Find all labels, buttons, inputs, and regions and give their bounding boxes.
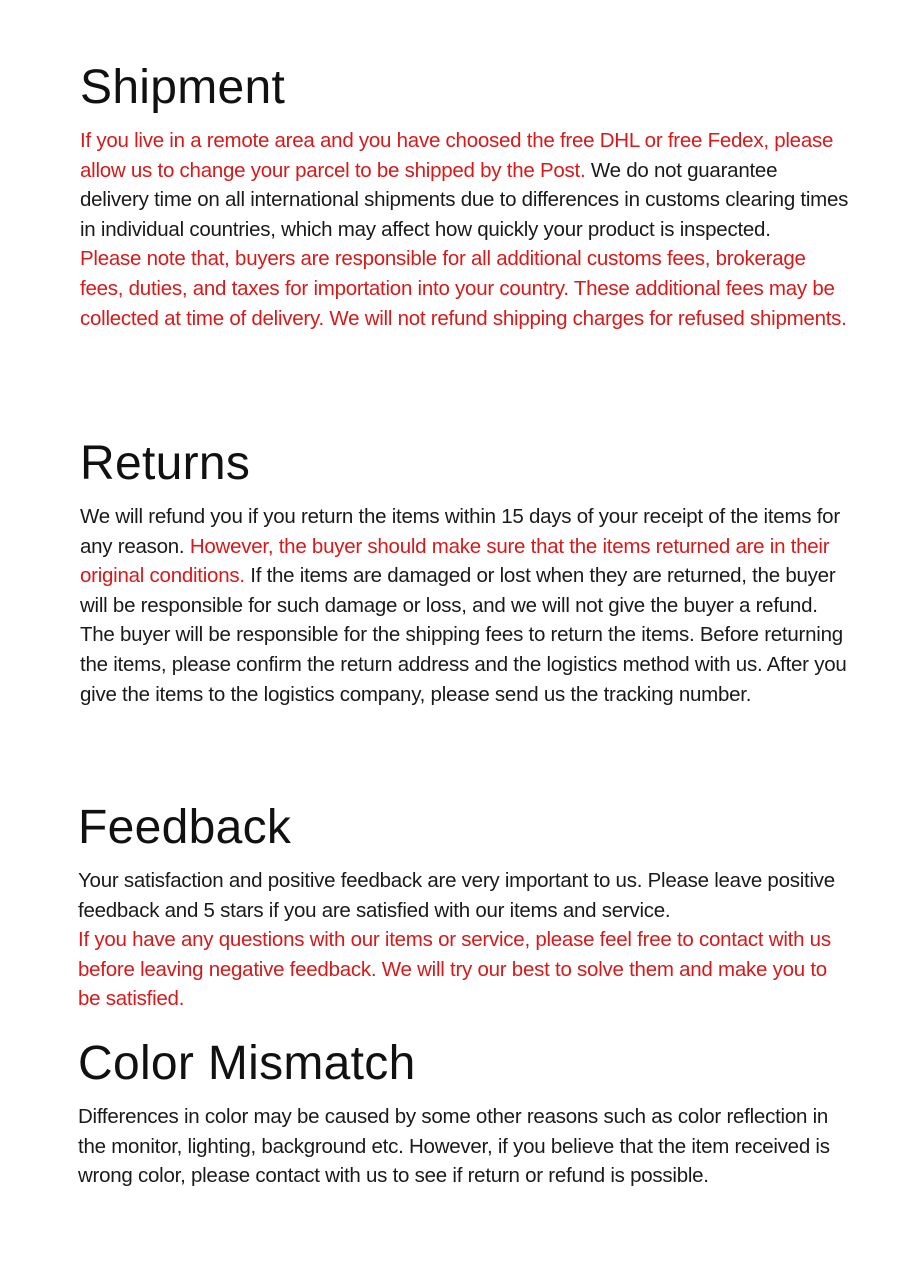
color-mismatch-text bbox=[78, 1102, 848, 1191]
feedback-contact-note: If you have any questions with our items or service, please feel free to contact with us before leaving negative feedback. We will try our best to solve them and make you to be satisfied. bbox=[78, 928, 831, 1011]
shipment-remote-area-note: If you live in a remote area and you have choosed the free DHL or free Fedex, please allow us to change your parcel to be shipped by the Post. bbox=[80, 129, 834, 182]
color-mismatch-section bbox=[78, 1036, 848, 1191]
returns-heading: Returns bbox=[80, 437, 251, 490]
returns-refund-window: We will refund you if you return the items within 15 days of your receipt of the items for any reason. bbox=[80, 505, 840, 558]
feedback-section bbox=[78, 800, 848, 1014]
color-mismatch-note: Differences in color may be caused by some other reasons such as color reflection in the monitor, lighting, background etc. However, if you believe that the item received is wrong color, please contact with us to see if return or refund is possible. bbox=[78, 1105, 830, 1188]
shipment-delivery-time-note: We do not guarantee delivery time on all international shipments due to differences in customs clearing times in individual countries, which may affect how quickly your product is inspected. bbox=[80, 158, 849, 241]
shipment-customs-fees-note: Please note that, buyers are responsible for all additional customs fees, brokerage fees, duties, and taxes for importation into your country. These additional fees may be collected at time of delivery. We will not refund shipping charges for refused shipments. bbox=[80, 247, 847, 330]
feedback-text bbox=[78, 866, 848, 1014]
returns-damage-note: If the items are damaged or lost when they are returned, the buyer will be responsible for such damage or loss, and we will not give the buyer a refund. bbox=[80, 564, 836, 617]
shipment-heading: Shipment bbox=[80, 61, 286, 114]
returns-condition-note: However, the buyer should make sure that the items returned are in their original conditions. bbox=[80, 534, 830, 588]
returns-shipping-fees-note: The buyer will be responsible for the shipping fees to return the items. Before returning the items, please confirm the return address and the logistics method with us. After you give the items to the logistics company, please send us the tracking number. bbox=[80, 623, 847, 706]
shipment-section bbox=[80, 60, 850, 333]
feedback-positive-request: Your satisfaction and positive feedback are very important to us. Please leave positive feedback and 5 stars if you are satisfied with our items and service. bbox=[78, 869, 835, 922]
feedback-heading: Feedback bbox=[78, 801, 292, 854]
shipment-text bbox=[80, 126, 850, 333]
returns-section bbox=[80, 436, 850, 709]
returns-text bbox=[80, 502, 850, 709]
color-mismatch-heading: Color Mismatch bbox=[78, 1037, 416, 1090]
